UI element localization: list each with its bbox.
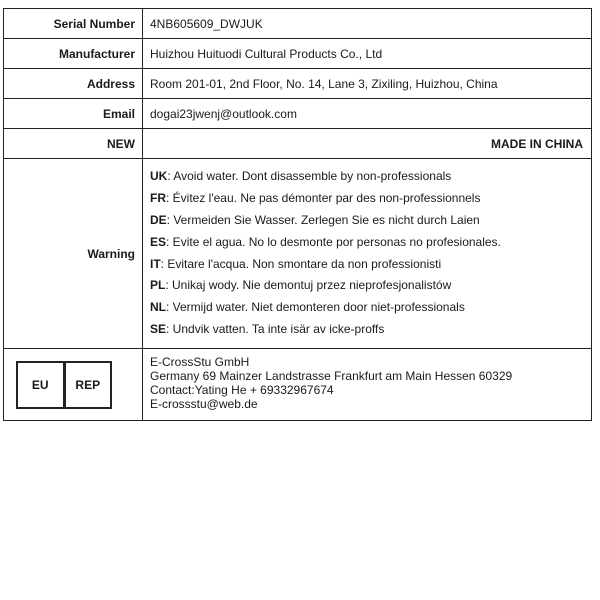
manufacturer-row [4, 39, 592, 69]
language-code: UK [150, 169, 168, 184]
warning-item [150, 210, 585, 232]
warning-item [150, 275, 585, 297]
eu-rep-badge-right: REP [63, 363, 111, 407]
language-code: IT [150, 256, 161, 271]
product-label-table [3, 8, 592, 421]
eu-rep-details [143, 349, 592, 421]
warning-text: : Vermijd water. Niet demonteren door niet-professionals [166, 300, 465, 315]
warning-item [150, 232, 585, 254]
warning-text: : Unikaj wody. Nie demontuj przez nieprofesjonalistów [165, 278, 452, 293]
made-in-label: MADE IN CHINA [143, 129, 592, 159]
new-row [4, 129, 592, 159]
eu-rep-company: E-CrossStu GmbH [150, 355, 250, 369]
new-label: NEW [4, 129, 143, 159]
eu-rep-address: Germany 69 Mainzer Landstrasse Frankfurt am Main Hessen 60329 [150, 369, 513, 383]
warning-row [4, 159, 592, 349]
serial-row [4, 9, 592, 39]
email-row [4, 99, 592, 129]
language-code: ES [150, 234, 167, 249]
address-value: Room 201-01, 2nd Floor, No. 14, Lane 3, Zixiling, Huizhou, China [143, 69, 592, 99]
manufacturer-label: Manufacturer [4, 39, 143, 69]
eu-rep-badge [16, 361, 112, 409]
warning-item [150, 254, 585, 276]
warning-text: : Evitare l'acqua. Non smontare da non professionisti [160, 256, 442, 271]
manufacturer-value: Huizhou Huituodi Cultural Products Co., Ltd [143, 39, 592, 69]
language-code: NL [150, 300, 166, 315]
warning-text: : Undvik vatten. Ta inte isär av icke-proffs [166, 321, 385, 336]
email-label: Email [4, 99, 143, 129]
language-code: FR [150, 191, 166, 206]
email-value: dogai23jwenj@outlook.com [143, 99, 592, 129]
warning-item [150, 166, 585, 188]
language-code: DE [150, 212, 167, 227]
address-row [4, 69, 592, 99]
warning-text: : Évitez l'eau. Ne pas démonter par des non-professionnels [166, 191, 481, 206]
eu-rep-lines [150, 355, 585, 411]
eu-rep-badge-left: EU [31, 377, 49, 392]
warning-item [150, 297, 585, 319]
warning-text: : Avoid water. Dont disassemble by non-professionals [167, 169, 452, 184]
warning-item [150, 319, 585, 341]
serial-label: Serial Number [4, 9, 143, 39]
warning-text: : Evite el agua. No lo desmonte por personas no profesionales. [166, 234, 501, 249]
address-label: Address [4, 69, 143, 99]
language-code: SE [150, 321, 167, 336]
warning-label: Warning [4, 159, 143, 349]
eu-rep-row [4, 349, 592, 421]
eu-rep-email: E-crossstu@web.de [150, 397, 258, 411]
language-code: PL [150, 278, 166, 293]
serial-value: 4NB605609_DWJUK [143, 9, 592, 39]
eu-rep-contact: Contact:Yating He + 69332967674 [150, 383, 334, 397]
warning-list [150, 166, 585, 340]
warning-text: : Vermeiden Sie Wasser. Zerlegen Sie es nicht durch Laien [166, 212, 480, 227]
eu-rep-badge-cell [4, 349, 143, 421]
warning-content [143, 159, 592, 349]
warning-item [150, 188, 585, 210]
